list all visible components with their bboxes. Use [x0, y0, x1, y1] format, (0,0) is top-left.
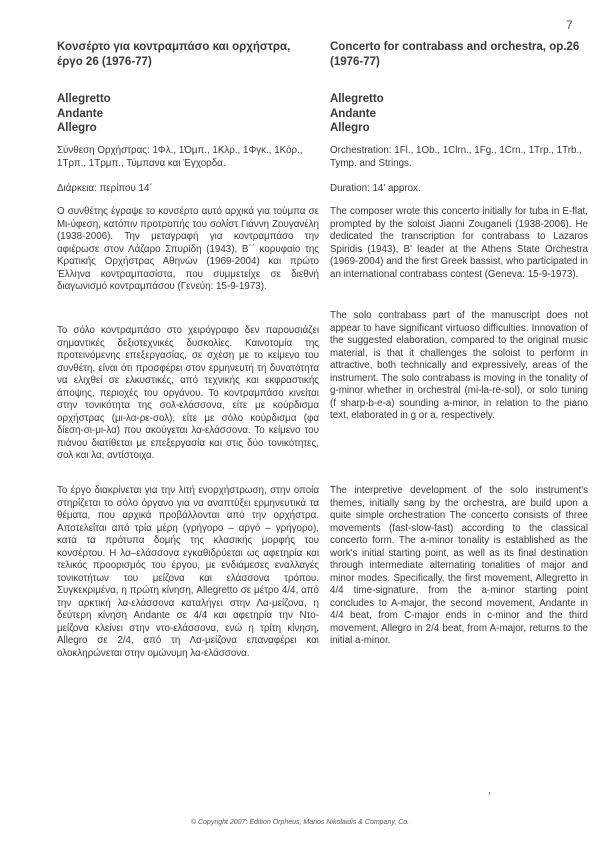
english-column: [330, 40, 588, 646]
english-paragraph-1: The composer wrote this concerto initially for tuba in E-flat, prompted by the soloist Jianni Zouganeli (1938-2006). He dedicated the transcription for contrabass to Lazaros Spiridis (1943), B' leader at the Athens State Orchestra (1969-2004) and the first Greek bassist, who participated in an international contrabass contest (Geneva: 15-9-1973).: [330, 206, 588, 280]
greek-paragraph-2: Το σόλο κοντραμπάσο στο χειρόγραφο δεν παρουσιάζει σημαντικές δεξιοτεχνικές δυσκολίες. Καινοτομία της προτεινόμενης επεξεργασίας, σε σχέση με το κείμενο του συνθέτη, είναι ότι προσφέρει στον ερμηνευτή τη δυνατότητα να ελιχθεί σε ελκυστικές, από τεχνικής και εκφραστικής άποψης, περιοχές του οργάνου. Το κοντραμπάσο κινείται στην τονικότητα της σολ-ελάσσονα, είτε με κούρδισμα ορχήστρας (μι-λα-ρε-σολ), είτε με σόλο κούρδισμα (φα δίεση-σι-μι-λα) που ακούγεται λα-ελάσσονα. Το κείμενο του πιάνου διατίθεται με επεξεργασία και στις δύο τονικότητες, σολ και λα, αντίστοιχα.: [57, 325, 319, 461]
greek-column: [57, 40, 319, 659]
english-tempo-list: [330, 92, 588, 136]
greek-tempo-2: Andante: [57, 107, 103, 120]
english-paragraph-2: The solo contrabass part of the manuscript does not appear to have significant virtuoso difficulties. Innovation of the suggested elaboration, compared to the original music material, is that it challenges the soloist to perform in attractive, both technically and expressively, areas of the instrument. The solo contrabass is moving in the tonality of g-minor whether in orchestral (mi-la-re-sol), or solo tuning (f sharp-b-e-a) sounding a-minor, in relation to the piano text, elaborated in g or a, respectively.: [330, 310, 588, 421]
english-orchestration: Orchestration: 1Fl., 1Ob., 1Clrn., 1Fg., 1Crn., 1Trp., 1Trb., Tymp. and Strings.: [330, 145, 582, 169]
page-number: 7: [566, 18, 573, 32]
greek-tempo-list: [57, 92, 319, 136]
english-tempo-2: Andante: [330, 107, 376, 120]
english-paragraph-3: The interpretive development of the solo instrument's themes, initially sang by the orchestra, are build upon a quite simple orchestration The concerto consists of three movements (fast-slow-fast) according to the classical concerto form. The a-minor tonality is established as the work's initial starting point, as well as its final destination through intermediate alternating tonalities of major and minor modes. Specifically, the first movement, Allegretto in 4/4 time-signature, from the a-minor starting point concludes to A-major, the second movement, Andante in 4/4 beat, from C-major ends in c-minor and the third movement, Allegro in 2/4 beat, from A-major, returns to the initial a-minor.: [330, 485, 588, 646]
greek-paragraph-3: Το έργο διακρίνεται για την λιτή ενορχήστρωση, στην οποία στηρίζεται το σόλο όργανο για να αναπτύξει ερμηνευτικά τα θέματα, που αρχικά προβάλλονται από την ορχήστρα. Αποτελείται από τρία μέρη (γρήγορο – αργό – γρήγορο), κατά τα πρότυπα δομής της κλασικής μορφής του κονσέρτου. Η λα–ελάσσονα εγκαθιδρύεται ως αφετηρία και τελικός προορισμός του έργου, με ενδιάμεσες εναλλαγές τονικοτήτων του μείζονα και ελάσσονα τρόπου. Συγκεκριμένα, η πρώτη κίνηση, Allegretto σε μέτρο 4/4, από την αρκτική λα-ελάσσονα καταλήγει στην Λα-μείζονα, η δεύτερη κίνηση Andante σε 4/4 και αφετηρία την Ντο-μείζονα κλείνει στην ντο-ελάσσονα, ενώ η τρίτη κίνηση, Allegro σε 2/4, από τη Λα-μείζονα επαναφέρει και ολοκληρώνεται στην ομώνυμη λα-ελάσσονα.: [57, 485, 319, 659]
english-tempo-3: Allegro: [330, 122, 370, 134]
english-title: Concerto for contrabass and orchestra, op.26 (1976-77): [330, 41, 580, 68]
greek-tempo-3: Allegro: [57, 122, 97, 134]
greek-duration: Διάρκεια: περίπου 14΄: [57, 183, 153, 194]
copyright-footer: © Copyright 2007: Edition Orpheus, Marios Nikolaidis & Company, Co.: [190, 819, 410, 826]
greek-paragraph-1: Ο συνθέτης έγραψε το κονσέρτο αυτό αρχικά για τούμπα σε Μι-ύφεση, κατόπιν προτροπής του σολίστ Γιάννη Ζουγανέλη (1938-2006). Την μεταγραφή για κοντραμπάσο την αφιέρωσε στον Λάζαρο Σπυρίδη (1943), Β΄΄ κορυφαίο της Κρατικής Ορχήστρας Αθηνών (1969-2004) και πρώτο Έλληνα κοντραμπασίστα, που συμμετείχε σε διεθνή διαγωνισμό κοντραμπάσου (Γενεύη: 15-9-1973).: [57, 206, 319, 292]
greek-tempo-1: Allegretto: [57, 93, 111, 105]
english-duration: Duration: 14' approx.: [330, 183, 421, 194]
english-tempo-1: Allegretto: [330, 93, 384, 105]
greek-orchestration: Σύνθεση Ορχήστρας: 1Φλ., 1Όμπ., 1Κλρ., 1Φγκ., 1Κόρ., 1Τρπ., 1Τρμπ., Τύμπανα και Έγχορδα.: [57, 145, 303, 169]
greek-title: Κονσέρτο για κοντραμπάσο και ορχήστρα, έργο 26 (1976-77): [57, 41, 291, 68]
scan-mark: [489, 792, 490, 795]
